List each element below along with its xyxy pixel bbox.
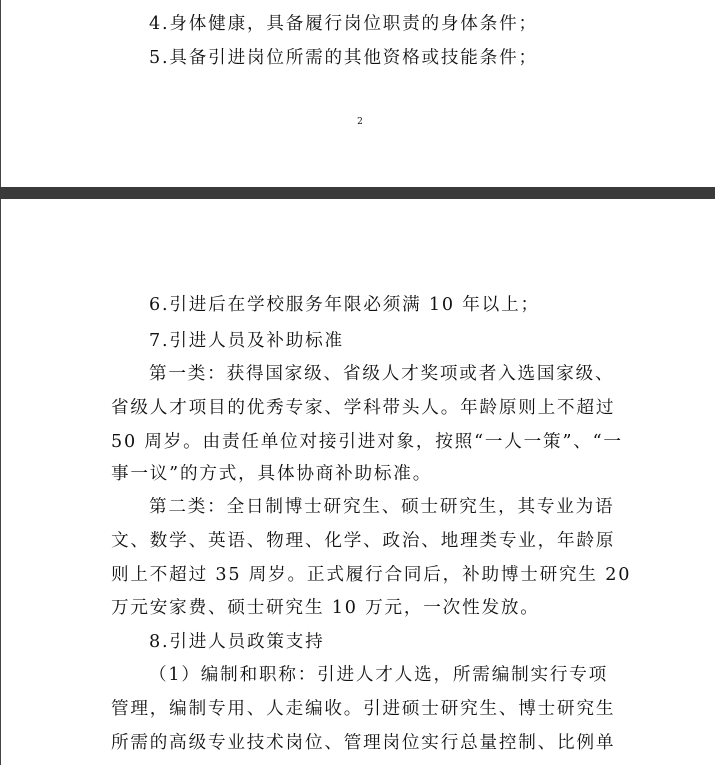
paragraph-line: 则上不超过 35 周岁。正式履行合同后，补助博士研究生 20	[111, 565, 632, 585]
paragraph-line: 8.引进人员政策支持	[149, 632, 325, 652]
paragraph-line: 第二类：全日制博士研究生、硕士研究生，其专业为语	[149, 497, 615, 517]
paragraph-line: 6.引进后在学校服务年限必须满 10 年以上；	[149, 295, 540, 315]
paragraph-line: 4.身体健康，具备履行岗位职责的身体条件；	[149, 14, 538, 34]
page-separator	[0, 187, 715, 199]
paragraph-line: 7.引进人员及补助标准	[149, 331, 344, 351]
paragraph-line: 第一类：获得国家级、省级人才奖项或者入选国家级、	[149, 364, 615, 384]
paragraph-line: 管理，编制专用、人走编收。引进硕士研究生、博士研究生	[111, 699, 616, 719]
paragraph-line: 事一议”的方式，具体协商补助标准。	[111, 464, 433, 484]
paragraph-line: 文、数学、英语、物理、化学、政治、地理类专业，年龄原	[111, 531, 616, 551]
page-number: 2	[357, 117, 363, 127]
paragraph-line: 50 周岁。由责任单位对接引进对象，按照“一人一策”、“一	[111, 432, 623, 452]
paragraph-line: 所需的高级专业技术岗位、管理岗位实行总量控制、比例单	[111, 733, 616, 753]
document-page-bottom	[0, 199, 715, 765]
paragraph-line: （1）编制和职称：引进人才人选，所需编制实行专项	[149, 665, 609, 685]
paragraph-line: 万元安家费、硕士研究生 10 万元，一次性发放。	[111, 598, 540, 618]
paragraph-line: 5.具备引进岗位所需的其他资格或技能条件；	[149, 48, 538, 68]
document-page-top	[0, 0, 715, 187]
paragraph-line: 省级人才项目的优秀专家、学科带头人。年龄原则上不超过	[111, 398, 616, 418]
